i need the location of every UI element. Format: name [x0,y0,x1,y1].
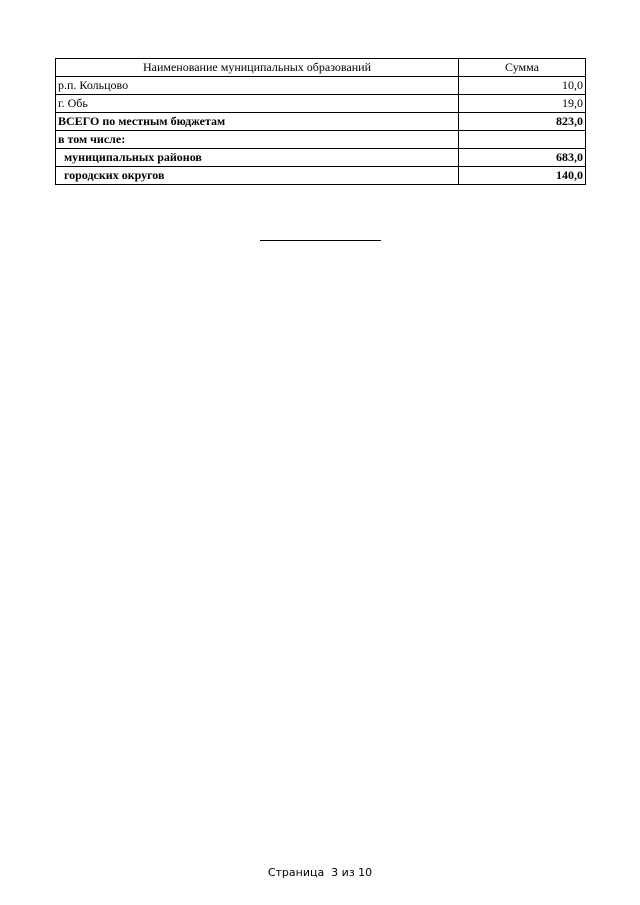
subheading-name-cell: в том числе: [56,131,459,149]
subheading-row [56,131,586,149]
table-row [56,95,586,113]
budget-table [55,58,586,185]
row-name-cell: р.п. Кольцово [56,77,459,95]
table-row [56,149,586,167]
row-name-cell: г. Обь [56,95,459,113]
subheading-sum-cell [459,131,586,149]
total-name-cell: ВСЕГО по местным бюджетам [56,113,459,131]
column-header-name: Наименование муниципальных образований [56,59,459,77]
row-sum-cell: 140,0 [459,167,586,185]
column-header-sum: Сумма [459,59,586,77]
total-sum-cell: 823,0 [459,113,586,131]
table-header-row [56,59,586,77]
row-sum-cell: 683,0 [459,149,586,167]
row-sum-cell: 10,0 [459,77,586,95]
separator-line [260,240,381,241]
table-row [56,167,586,185]
row-name-cell: городских округов [56,167,459,185]
table-row [56,77,586,95]
row-name-cell: муниципальных районов [56,149,459,167]
page-footer: Страница 3 из 10 [267,866,373,879]
total-row [56,113,586,131]
row-sum-cell: 19,0 [459,95,586,113]
